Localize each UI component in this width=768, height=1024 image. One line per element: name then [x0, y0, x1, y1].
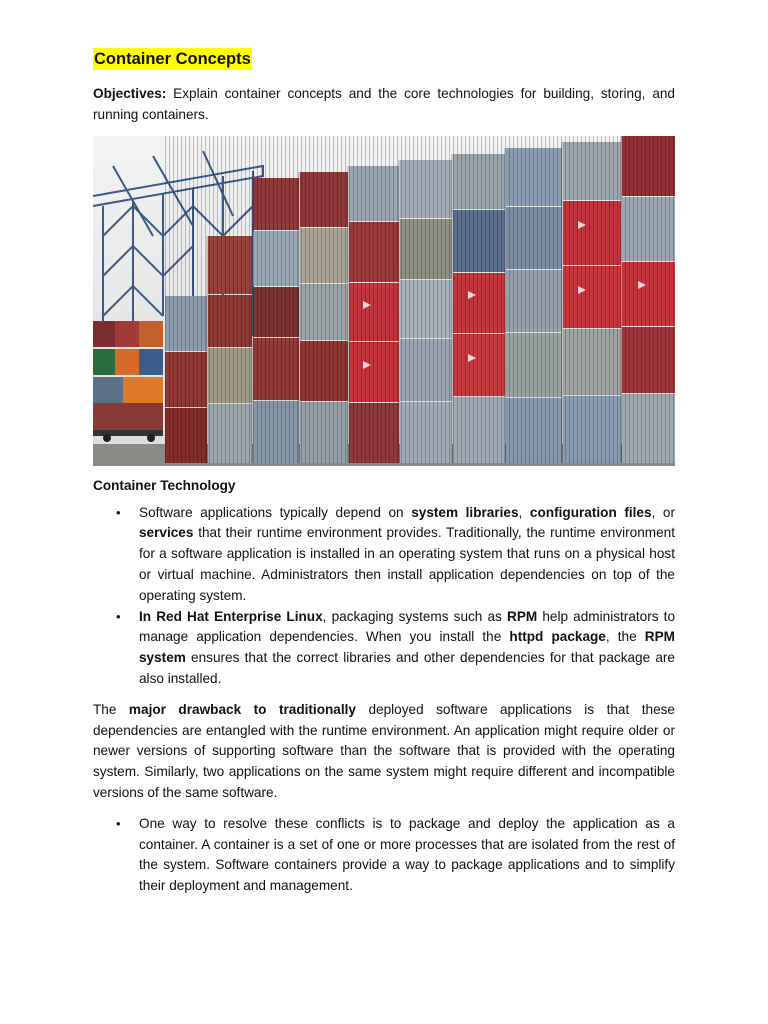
- list-item: [116, 814, 675, 897]
- bold-run: RPM system: [139, 629, 675, 666]
- bold-run: major drawback to traditionally: [128, 701, 356, 717]
- list-item: [116, 607, 676, 690]
- section-heading: Container Technology: [93, 477, 236, 493]
- text-run: The: [93, 701, 129, 717]
- text-run: Software applications typically depend on: [139, 504, 412, 520]
- bullet-glyph: •: [116, 504, 121, 520]
- objectives-label: Objectives:: [93, 86, 167, 101]
- bullet-list-2: [93, 814, 675, 897]
- objectives-text: Explain container concepts and the core technologies for building, storing, and running containers.: [93, 86, 675, 122]
- bold-run: RPM: [507, 608, 538, 624]
- text-run: , packaging systems such as: [322, 608, 507, 624]
- bold-run: configuration files: [529, 504, 652, 520]
- list-item: [116, 503, 676, 607]
- shipping-containers-photo: [93, 136, 675, 466]
- page-title: Container Concepts: [94, 50, 251, 68]
- bullet-glyph: •: [116, 815, 121, 831]
- text-run: that their runtime environment provides. Traditionally, the runtime environment for a software application is installed in an operating system that runs on a physical host or virtual machine. Administrators then install application dependencies on top of the operating system.: [139, 525, 675, 603]
- bullet-glyph: •: [116, 608, 121, 624]
- bullet-list-1: [93, 503, 675, 690]
- bold-run: In Red Hat Enterprise Linux: [139, 608, 323, 624]
- objectives-paragraph: [93, 84, 675, 126]
- background-stack: [93, 321, 163, 442]
- title-wrap: [93, 48, 675, 72]
- text-run: One way to resolve these conflicts is to package and deploy the application as a container. A container is a set of one or more processes that are isolated from the rest of the system. Software containers provide a way to package applications and to simplify their deployment and management.: [139, 815, 675, 894]
- text-run: ensures that the correct libraries and other dependencies for that package are also installed.: [139, 650, 675, 686]
- text-run: deployed software applications is that these dependencies are entangled with the runtime environment. An application might require older or newer versions of supporting software than the software that is provided with the operating system. Similarly, two applications on the same system might require different and incompatible versions of the same software.: [93, 701, 675, 800]
- bold-run: services: [139, 525, 194, 541]
- text-run: , or: [651, 504, 676, 520]
- body-paragraph: [93, 700, 675, 804]
- text-run: , the: [605, 629, 645, 645]
- bold-run: system libraries: [411, 504, 519, 520]
- text-run: help administrators to manage application dependencies. When you install the: [139, 608, 676, 645]
- text-run: ,: [518, 504, 530, 520]
- document-page: [93, 48, 675, 907]
- bold-run: httpd package: [509, 629, 606, 645]
